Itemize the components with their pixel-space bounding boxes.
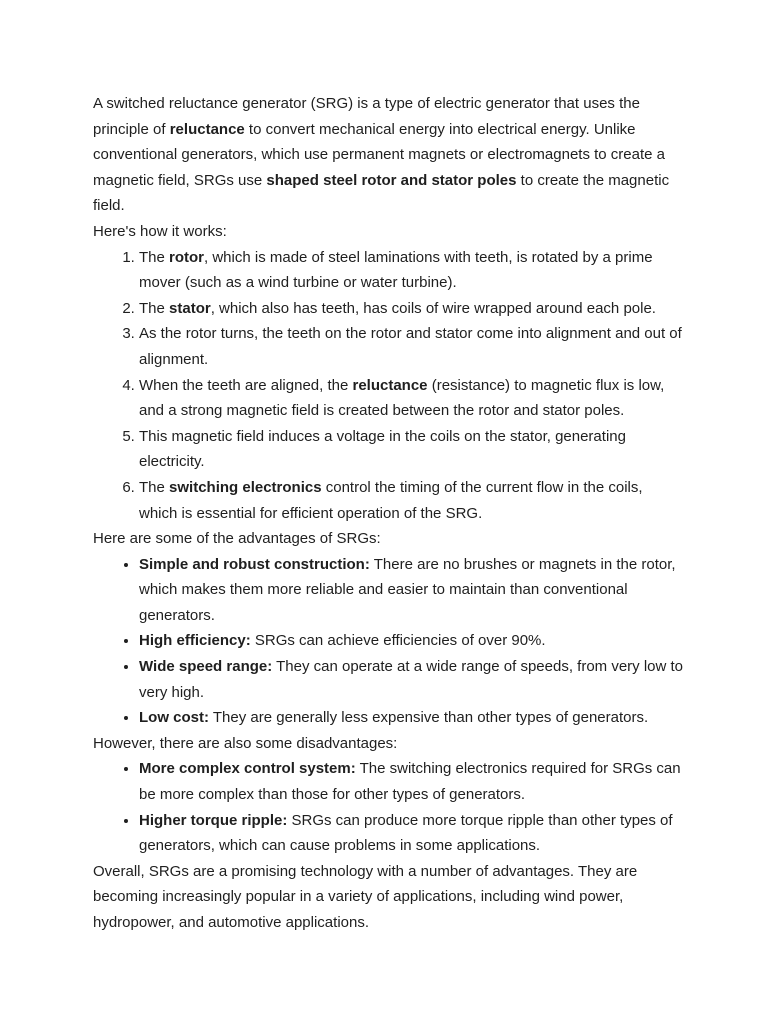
step-item bbox=[139, 424, 683, 475]
step-post: , which is made of steel laminations with teeth, is rotated by a prime mover (such as a wind turbine or water turbine). bbox=[139, 248, 653, 292]
step-pre: The bbox=[139, 478, 170, 496]
step-pre: The bbox=[139, 248, 170, 266]
document-body bbox=[93, 91, 683, 936]
step-item bbox=[139, 321, 683, 372]
advantage-title: High efficiency: bbox=[139, 632, 251, 650]
advantage-text: SRGs can achieve efficiencies of over 90%. bbox=[250, 632, 546, 650]
advantage-text: They can operate at a wide range of speeds, from very low to very high. bbox=[139, 658, 684, 701]
step-pre: The bbox=[139, 299, 170, 317]
intro-bold-poles: shaped steel rotor and stator poles bbox=[266, 171, 517, 189]
step-item bbox=[139, 296, 683, 322]
advantage-title: Simple and robust construction: bbox=[139, 555, 370, 573]
step-bold: reluctance bbox=[352, 376, 428, 394]
conclusion-paragraph: Overall, SRGs are a promising technology with a number of advantages. They are becoming increasingly popular in a variety of applications, including wind power, hydropower, and automotive applications. bbox=[93, 862, 638, 931]
step-item bbox=[139, 245, 683, 296]
advantage-title: Low cost: bbox=[139, 709, 209, 727]
disadvantage-text: The switching electronics required for SRGs can be more complex than those for other types of generators. bbox=[139, 760, 681, 804]
step-pre: As the rotor turns, the teeth on the rotor and stator come into alignment and out of alignment. bbox=[139, 325, 682, 368]
intro-paragraph bbox=[93, 91, 683, 219]
advantage-item bbox=[139, 654, 683, 705]
disadvantages-list bbox=[93, 756, 683, 858]
intro-text-3: to create the magnetic field. bbox=[93, 171, 670, 215]
disadvantage-text: SRGs can produce more torque ripple than other types of generators, which can cause problems in some applications. bbox=[139, 811, 673, 855]
step-bold: rotor bbox=[169, 248, 205, 266]
intro-bold-reluctance: reluctance bbox=[169, 120, 245, 138]
advantages-list bbox=[93, 552, 683, 731]
intro-text-1: A switched reluctance generator (SRG) is a type of electric generator that uses the principle of bbox=[93, 95, 640, 138]
advantage-text: They are generally less expensive than other types of generators. bbox=[209, 709, 649, 727]
disadvantage-item bbox=[139, 756, 683, 807]
step-post: , which also has teeth, has coils of wire wrapped around each pole. bbox=[210, 299, 656, 317]
intro-text-2: to convert mechanical energy into electrical energy. Unlike conventional generators, which use permanent magnets or electromagnets to create a magnetic field, SRGs use bbox=[93, 120, 665, 189]
step-pre: When the teeth are aligned, the bbox=[139, 376, 353, 394]
advantages-heading: Here are some of the advantages of SRGs: bbox=[93, 530, 381, 548]
advantage-text: There are no brushes or magnets in the rotor, which makes them more reliable and easier to maintain than conventional generators. bbox=[139, 555, 676, 624]
step-item bbox=[139, 475, 683, 526]
step-post: (resistance) to magnetic flux is low, and a strong magnetic field is created between the rotor and stator poles. bbox=[139, 376, 665, 420]
step-bold: stator bbox=[169, 299, 211, 317]
step-item bbox=[139, 373, 683, 424]
advantage-title: Wide speed range: bbox=[139, 658, 273, 676]
disadvantage-item bbox=[139, 808, 683, 859]
step-post: control the timing of the current flow in the coils, which is essential for efficient operation of the SRG. bbox=[139, 478, 643, 522]
disadvantages-heading: However, there are also some disadvantages: bbox=[93, 734, 398, 752]
advantage-item bbox=[139, 705, 683, 731]
disadvantage-title: More complex control system: bbox=[139, 760, 356, 778]
disadvantage-title: Higher torque ripple: bbox=[139, 811, 288, 829]
advantage-item bbox=[139, 552, 683, 629]
step-pre: This magnetic field induces a voltage in the coils on the stator, generating electricity. bbox=[139, 427, 626, 471]
how-it-works-heading: Here's how it works: bbox=[93, 222, 227, 240]
advantage-item bbox=[139, 628, 683, 654]
how-it-works-list bbox=[93, 245, 683, 527]
step-bold: switching electronics bbox=[169, 478, 322, 496]
